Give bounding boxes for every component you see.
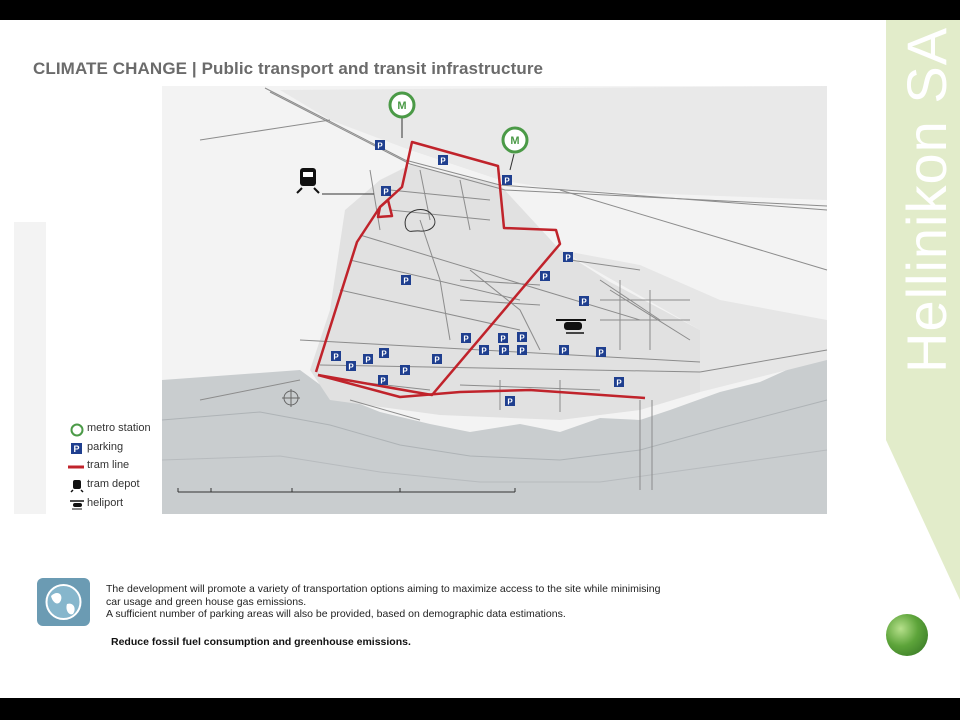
parking-icon: [505, 396, 515, 407]
parking-icon: [540, 271, 550, 282]
description-line-2: car usage and green house gas emissions.: [106, 595, 307, 608]
svg-text:P: P: [519, 346, 525, 356]
svg-text:P: P: [616, 378, 622, 388]
globe-icon: [37, 578, 90, 626]
svg-text:P: P: [507, 397, 513, 407]
svg-text:P: P: [403, 276, 409, 286]
map-left-blank: [14, 86, 162, 222]
legend-row-tram-depot: [70, 477, 180, 495]
legend-row-parking: [70, 440, 180, 458]
parking-icon: [375, 140, 385, 151]
metro-icon: [70, 423, 84, 437]
svg-text:P: P: [333, 352, 339, 362]
title-separator: |: [191, 59, 197, 78]
svg-text:P: P: [463, 334, 469, 344]
legend-row-metro: [70, 421, 180, 439]
svg-text:P: P: [481, 346, 487, 356]
svg-text:P: P: [598, 348, 604, 358]
svg-text:P: P: [581, 297, 587, 307]
legend-label: tram line: [87, 459, 130, 471]
globe-graphic: [37, 578, 90, 626]
parking-icon: [479, 345, 489, 356]
legend-label: tram depot: [87, 478, 140, 490]
parking-icon: [379, 348, 389, 359]
svg-text:P: P: [380, 376, 386, 386]
svg-text:P: P: [377, 141, 383, 151]
svg-text:P: P: [504, 176, 510, 186]
svg-text:M: M: [397, 100, 407, 112]
parking-icon: [346, 361, 356, 372]
parking-icon: [579, 296, 589, 307]
svg-text:P: P: [434, 355, 440, 365]
legend-label: parking: [87, 441, 124, 453]
parking-icon: [432, 354, 442, 365]
metro-station-icon: [503, 128, 527, 152]
slide: [0, 20, 960, 698]
parking-icon: [502, 175, 512, 186]
svg-text:P: P: [501, 346, 507, 356]
svg-text:P: P: [73, 444, 80, 454]
svg-text:P: P: [500, 334, 506, 344]
conclusion-text: Reduce fossil fuel consumption and greenhouse emissions.: [111, 636, 411, 648]
description: [106, 583, 746, 621]
parking-icon: [331, 351, 341, 362]
title-part2: Public transport and transit infrastructure: [201, 59, 544, 78]
svg-text:P: P: [348, 362, 354, 372]
company-logo: [886, 614, 928, 656]
parking-icon: [614, 377, 624, 388]
svg-text:M: M: [510, 135, 520, 147]
svg-text:P: P: [440, 156, 446, 166]
svg-text:P: P: [519, 333, 525, 343]
parking-icon: [401, 275, 411, 286]
description-line-3: A sufficient number of parking areas will also be provided, based on demographic data estimations.: [106, 608, 566, 620]
svg-text:P: P: [383, 187, 389, 197]
metro-station-icon: [390, 93, 414, 117]
legend-row-tram-line: [70, 458, 180, 476]
tram-depot-icon: [70, 479, 84, 493]
tram-line-icon: [68, 460, 84, 474]
legend-label: heliport: [87, 497, 124, 509]
svg-text:P: P: [381, 349, 387, 359]
legend-label: metro station: [87, 422, 151, 434]
svg-text:P: P: [365, 355, 371, 365]
parking-icon: [461, 333, 471, 344]
svg-text:P: P: [565, 253, 571, 263]
parking-icon: [499, 345, 509, 356]
parking-icon: [363, 354, 373, 365]
heliport-icon: [70, 498, 84, 512]
brand-name: [899, 263, 955, 373]
parking-icon: [517, 332, 527, 343]
svg-text:P: P: [542, 272, 548, 282]
parking-icon: [498, 333, 508, 344]
parking-icon: [400, 365, 410, 376]
description-line-1: The development will promote a variety of transportation options aiming to maximize access to the site while minimising: [106, 583, 661, 595]
title-part1: CLIMATE CHANGE: [33, 59, 188, 78]
parking-icon: [596, 347, 606, 358]
svg-text:P: P: [402, 366, 408, 376]
parking-icon: [70, 442, 84, 456]
parking-icon: [563, 252, 573, 263]
parking-icon: [559, 345, 569, 356]
parking-icon: [378, 375, 388, 386]
parking-icon: [517, 345, 527, 356]
parking-icon: [438, 155, 448, 166]
legend-row-heliport: [70, 496, 180, 514]
svg-text:P: P: [561, 346, 567, 356]
parking-icon: [381, 186, 391, 197]
